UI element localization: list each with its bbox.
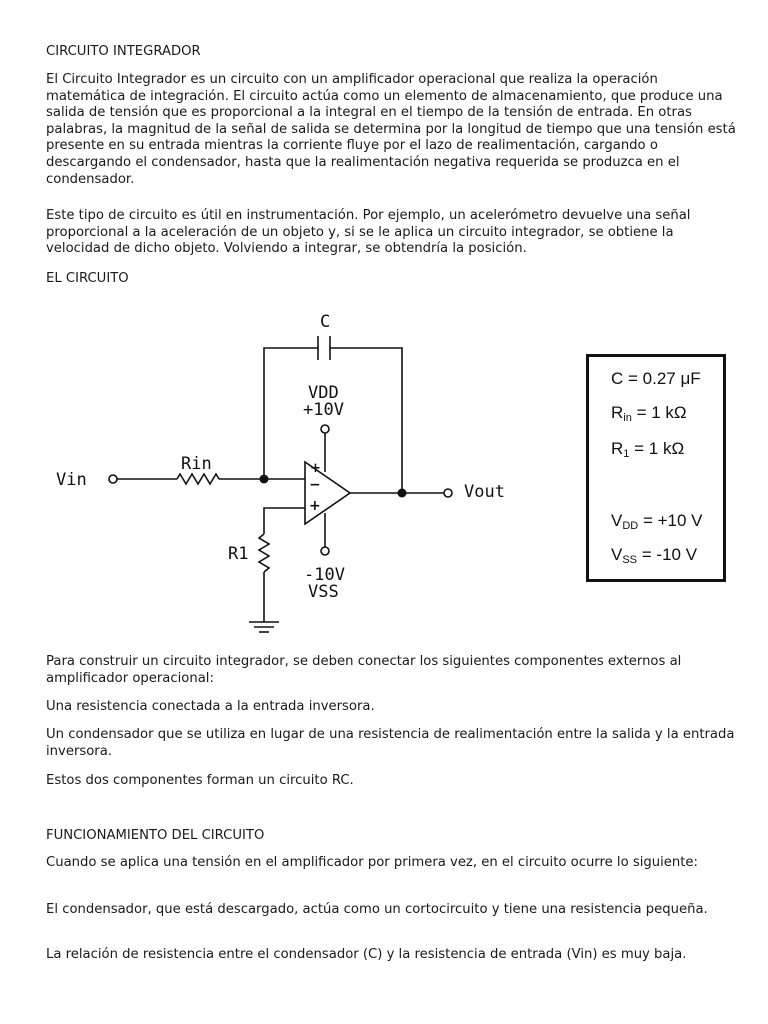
vin-terminal	[109, 475, 117, 483]
label-vout: Vout	[464, 482, 505, 502]
label-rin: Rin	[181, 454, 212, 474]
value-r1: $R_1 = 1$ kΩ	[611, 439, 685, 460]
construction-paragraph: Para construir un circuito integrador, se deben conectar los siguientes componentes externos al amplificador operacional:	[46, 654, 682, 686]
junction-node-input	[260, 475, 269, 484]
heading-funcionamiento: FUNCIONAMIENTO DEL CIRCUITO	[46, 828, 265, 843]
label-vss-value: -10V	[304, 565, 345, 585]
operation-paragraph: Cuando se aplica una tensión en el amplificador por primera vez, en el circuito ocurre lo siguiente:	[46, 855, 698, 870]
rin-resistor	[177, 474, 219, 484]
value-vss: $V_{SS} = -10$ V	[611, 545, 698, 566]
value-capacitance: C = 0.27 μF	[611, 369, 701, 388]
sign-minus: −	[309, 477, 321, 493]
capacitor-paragraph: Un condensador que se utiliza en lugar de una resistencia de realimentación entre la salida y la entrada inversora.	[46, 727, 735, 759]
label-r1: R1	[228, 544, 249, 564]
junction-node-output	[398, 489, 407, 498]
heading-el-circuito: EL CIRCUITO	[46, 271, 129, 286]
value-rin: $R_{in} = 1$ kΩ	[611, 403, 687, 424]
instrumentation-paragraph: Este tipo de circuito es útil en instrumentación. Por ejemplo, un acelerómetro devuelve una señal proporcional a la aceleración de un objeto y, si se le aplica un circuito integrador, se obtiene la velocidad de dicho objeto. Volviendo a integrar, se obtendría la posición.	[46, 208, 691, 257]
label-capacitor: C	[320, 312, 331, 332]
heading-circuito-integrador: CIRCUITO INTEGRADOR	[46, 44, 201, 59]
resistance-ratio-paragraph: La relación de resistencia entre el condensador (C) y la resistencia de entrada (Vin) es muy baja.	[46, 947, 687, 962]
discharged-capacitor-paragraph: El condensador, que está descargado, actúa como un cortocircuito y tiene una resistencia pequeña.	[46, 902, 708, 917]
vout-terminal	[444, 489, 452, 497]
intro-paragraph: El Circuito Integrador es un circuito con un amplificador operacional que realiza la operación matemática de integración. El circuito actúa como un elemento de almacenamiento, que produce una salida de tensión que es proporcional a la integral en el tiempo de la tensión de entrada. En otras palabras, la magnitud de la señal de salida se determina por la longitud de tiempo que una tensión está presente en su entrada mientras la corriente fluye por el lazo de realimentación, cargando o descargando el condensador, hasta que la realimentación negativa requerida se produzca en el condensador.	[46, 72, 736, 187]
label-vdd-value: +10V	[303, 400, 344, 420]
label-vin: Vin	[56, 470, 87, 490]
label-vss: VSS	[308, 582, 339, 602]
feedback-wire-right	[330, 348, 402, 493]
rc-paragraph: Estos dos componentes forman un circuito RC.	[46, 773, 354, 788]
resistor-paragraph: Una resistencia conectada a la entrada inversora.	[46, 699, 375, 714]
noninverting-wire	[264, 508, 305, 534]
label-vdd: VDD	[308, 383, 339, 403]
sign-plus: +	[309, 498, 321, 514]
vdd-terminal	[321, 425, 329, 433]
sign-plus-top: +	[310, 461, 321, 476]
component-values-box	[586, 354, 726, 582]
r1-resistor	[259, 534, 269, 572]
value-vdd: $V_{DD} = +10$ V	[611, 511, 703, 532]
vss-terminal	[321, 547, 329, 555]
